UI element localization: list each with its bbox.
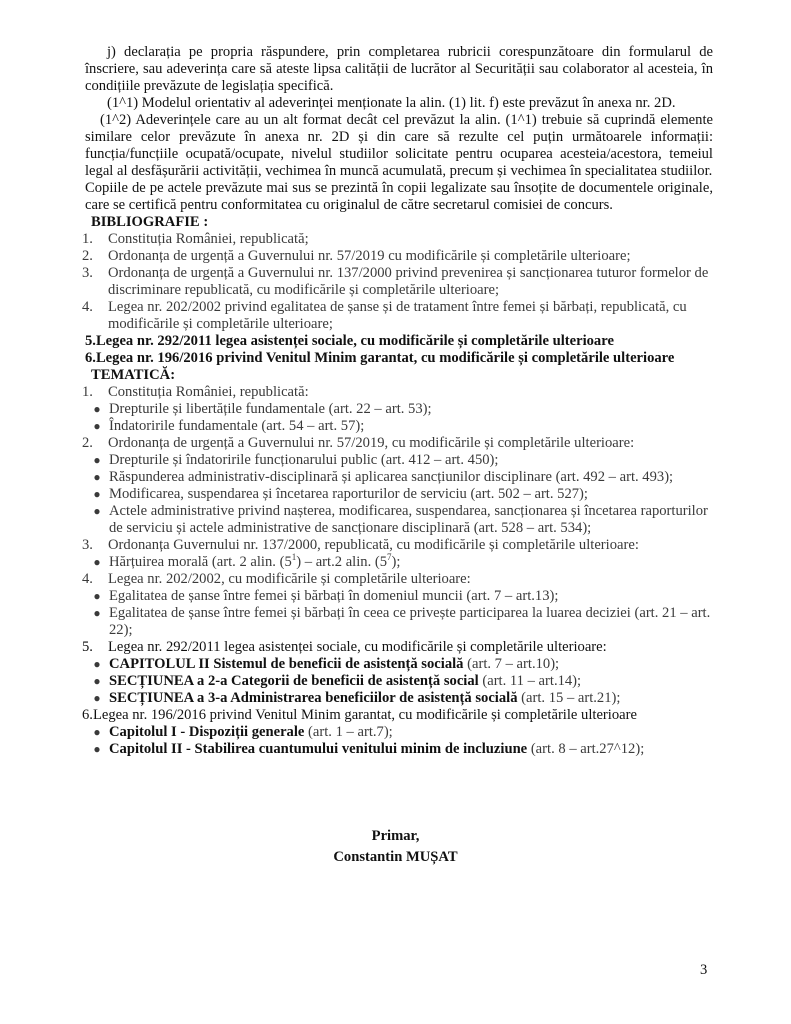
bullet-text (109, 554, 713, 571)
list-item (82, 248, 713, 265)
bullet-icon: ● (93, 453, 101, 467)
list-item (82, 231, 713, 248)
list-number: 1. (82, 384, 93, 400)
superscript-7: 7 (387, 552, 392, 563)
bullet-icon: ● (93, 606, 101, 620)
bullet-text-ref: (art. 8 – art.27^12); (527, 741, 645, 757)
bibliography-item-5: 5.Legea nr. 292/2011 legea asistenței sociale, cu modificările și completările ulterioare (85, 333, 614, 349)
bullet-icon: ● (93, 555, 101, 569)
bullet-item (85, 605, 713, 639)
bullet-icon: ● (93, 657, 101, 671)
bullet-icon: ● (93, 742, 101, 756)
bibliography-list (82, 231, 713, 367)
paragraph-j: j) declarația pe propria răspundere, prin completarea rubricii corespunzătoare din formularul de înscriere, sau adeverința care să ateste lipsa calității de lucrător al Securității sau colaborator al acesteia, în condițiile prevăzute de legislația specifică. (85, 44, 713, 94)
bullet-text: Răspunderea administrativ-disciplinară și aplicarea sancțiunilor disciplinare (art. 492 – art. 493); (109, 469, 674, 485)
bullet-text: Modificarea, suspendarea și încetarea raporturilor de serviciu (art. 502 – art. 527); (109, 486, 588, 502)
bullet-item (85, 673, 713, 690)
bullet-icon: ● (93, 691, 101, 705)
bullet-text: Drepturile și libertățile fundamentale (art. 22 – art. 53); (109, 401, 432, 417)
list-item-text: Legea nr. 292/2011 legea asistenței sociale, cu modificările și completările ulterioare: (108, 639, 607, 655)
bullet-item (85, 724, 713, 741)
bullet-icon: ● (93, 402, 101, 416)
bibliography-heading: BIBLIOGRAFIE : (91, 214, 209, 230)
bullet-item (85, 401, 713, 418)
bullet-text: Drepturile și îndatoririle funcționarului public (art. 412 – art. 450); (109, 452, 499, 468)
bullet-item (85, 486, 713, 503)
bibliography-item-6: 6.Legea nr. 196/2016 privind Venitul Minim garantat, cu modificările și completările ulterioare (85, 350, 675, 366)
list-item-text: Ordonanța Guvernului nr. 137/2000, republicată, cu modificările și completările ulterioare: (108, 537, 639, 553)
bullet-text-ref: (art. 1 – art.7); (304, 724, 393, 740)
signature-title: Primar, (371, 828, 420, 844)
bullet-text (109, 656, 713, 673)
tematica-heading: TEMATICĂ: (91, 367, 176, 383)
bullet-item (85, 588, 713, 605)
hartuire-text-b: ) – art.2 alin. (5 (296, 554, 388, 570)
bullet-text-main: SECȚIUNEA a 3-a Administrarea beneficiilor de asistență socială (109, 690, 518, 706)
signature-block (0, 826, 791, 868)
bullet-icon: ● (93, 589, 101, 603)
bullet-text-ref: (art. 15 – art.21); (517, 690, 621, 706)
list-item-text: Constituția României, republicată: (108, 384, 309, 400)
bullet-text-ref: (art. 11 – art.14); (478, 673, 582, 689)
bullet-icon: ● (93, 419, 101, 433)
bullet-item (85, 452, 713, 469)
bullet-text-main: Capitolul I - Dispoziții generale (109, 724, 305, 740)
list-item-text: Legea nr. 202/2002, cu modificările și completările ulterioare: (108, 571, 471, 587)
bullet-item (85, 418, 713, 435)
bullet-icon: ● (93, 487, 101, 501)
list-item (82, 639, 713, 656)
tematica-list (82, 384, 713, 758)
list-item (82, 571, 713, 588)
list-item-text: Legea nr. 202/2002 privind egalitatea de șanse și de tratament între femei și bărbați, republicată, cu modificările și completările ulterioare; (108, 299, 687, 332)
list-item (82, 384, 713, 401)
bullet-text: Actele administrative privind nașterea, modificarea, suspendarea, sancționarea și încetarea raporturilor de serviciu și actele administrative de sancționare disciplinară (art. 528 – art. 534); (109, 503, 708, 536)
list-item (82, 537, 713, 554)
bullet-text-main: SECȚIUNEA a 2-a Categorii de beneficii de asistență social (109, 673, 479, 689)
document-body (82, 44, 713, 758)
list-number: 3. (82, 537, 93, 553)
bullet-icon: ● (93, 504, 101, 518)
page-number: 3 (700, 962, 708, 978)
paragraph-copii: Copiile de pe actele prevăzute mai sus se prezintă în copii legalizate sau însoțite de documentele originale, care se certifică pentru conformitatea cu originalul de către secretarul comisiei de concurs. (85, 180, 713, 213)
bullet-text-ref: (art. 7 – art.10); (463, 656, 560, 672)
bullet-text: Egalitatea de șanse între femei și bărbați în ceea ce privește participarea la luarea deciziei (art. 21 – art. 22); (109, 605, 711, 638)
bullet-item (85, 503, 713, 537)
bullet-text (109, 741, 713, 758)
list-item (82, 435, 713, 452)
list-number: 5. (82, 639, 93, 655)
bullet-text (109, 673, 713, 690)
bullet-text-main: Capitolul II - Stabilirea cuantumului venitului minim de incluziune (109, 741, 528, 757)
signature-name: Constantin MUȘAT (333, 849, 458, 865)
bullet-icon: ● (93, 725, 101, 739)
list-number: 3. (82, 265, 93, 281)
bullet-item (85, 690, 713, 707)
list-number: 2. (82, 248, 93, 264)
list-number: 2. (82, 435, 93, 451)
list-item (82, 299, 713, 333)
bullet-text: Îndatoririle fundamentale (art. 54 – art. 57); (109, 418, 365, 434)
bullet-item (85, 554, 713, 571)
list-item-text: Constituția României, republicată; (108, 231, 309, 247)
list-number: 4. (82, 571, 93, 587)
bullet-text-main: CAPITOLUL II Sistemul de beneficii de asistență socială (109, 656, 464, 672)
list-item-text: Ordonanța de urgență a Guvernului nr. 57/2019 cu modificările și completările ulterioare; (108, 248, 631, 264)
list-number: 1. (82, 231, 93, 247)
hartuire-text-a: Hărțuirea morală (art. 2 alin. (5 (109, 554, 292, 570)
bullet-icon: ● (93, 470, 101, 484)
list-item (82, 265, 713, 299)
bullet-item (85, 469, 713, 486)
bullet-text (109, 690, 713, 707)
bullet-text (109, 724, 713, 741)
bullet-icon: ● (93, 674, 101, 688)
list-item-text: Ordonanța de urgență a Guvernului nr. 137/2000 privind prevenirea și sancționarea tuturor formelor de discriminare republicată, cu modificările și completările ulterioare; (108, 265, 709, 298)
paragraph-1-2: (1^2) Adeverințele care au un alt format decât cel prevăzut la alin. (1^1) trebuie să cuprindă elemente similare celor prevăzute în anexa nr. 2D și din care să rezulte cel puțin următoarele informații: funcția/funcțiile ocupată/ocupate, nivelul studiilor solicitate pentru ocuparea acesteia/acestora, temeiul legal al desfășurării activității, vechimea în muncă acumulată, precum și vechimea în specialitatea studiilor. (85, 112, 713, 179)
bullet-text: Egalitatea de șanse între femei și bărbați în domeniul muncii (art. 7 – art.13); (109, 588, 559, 604)
paragraph-1-1: (1^1) Modelul orientativ al adeverinței menționate la alin. (1) lit. f) este prevăzut în anexa nr. 2D. (107, 95, 676, 111)
superscript-1: 1 (291, 552, 297, 563)
bullet-item (85, 656, 713, 673)
bullet-item (85, 741, 713, 758)
tematica-item-6: 6.Legea nr. 196/2016 privind Venitul Minim garantat, cu modificările și completările ulterioare (82, 707, 637, 723)
list-item-text: Ordonanța de urgență a Guvernului nr. 57/2019, cu modificările și completările ulterioare: (108, 435, 635, 451)
list-number: 4. (82, 299, 93, 315)
hartuire-text-c: ); (391, 554, 401, 570)
